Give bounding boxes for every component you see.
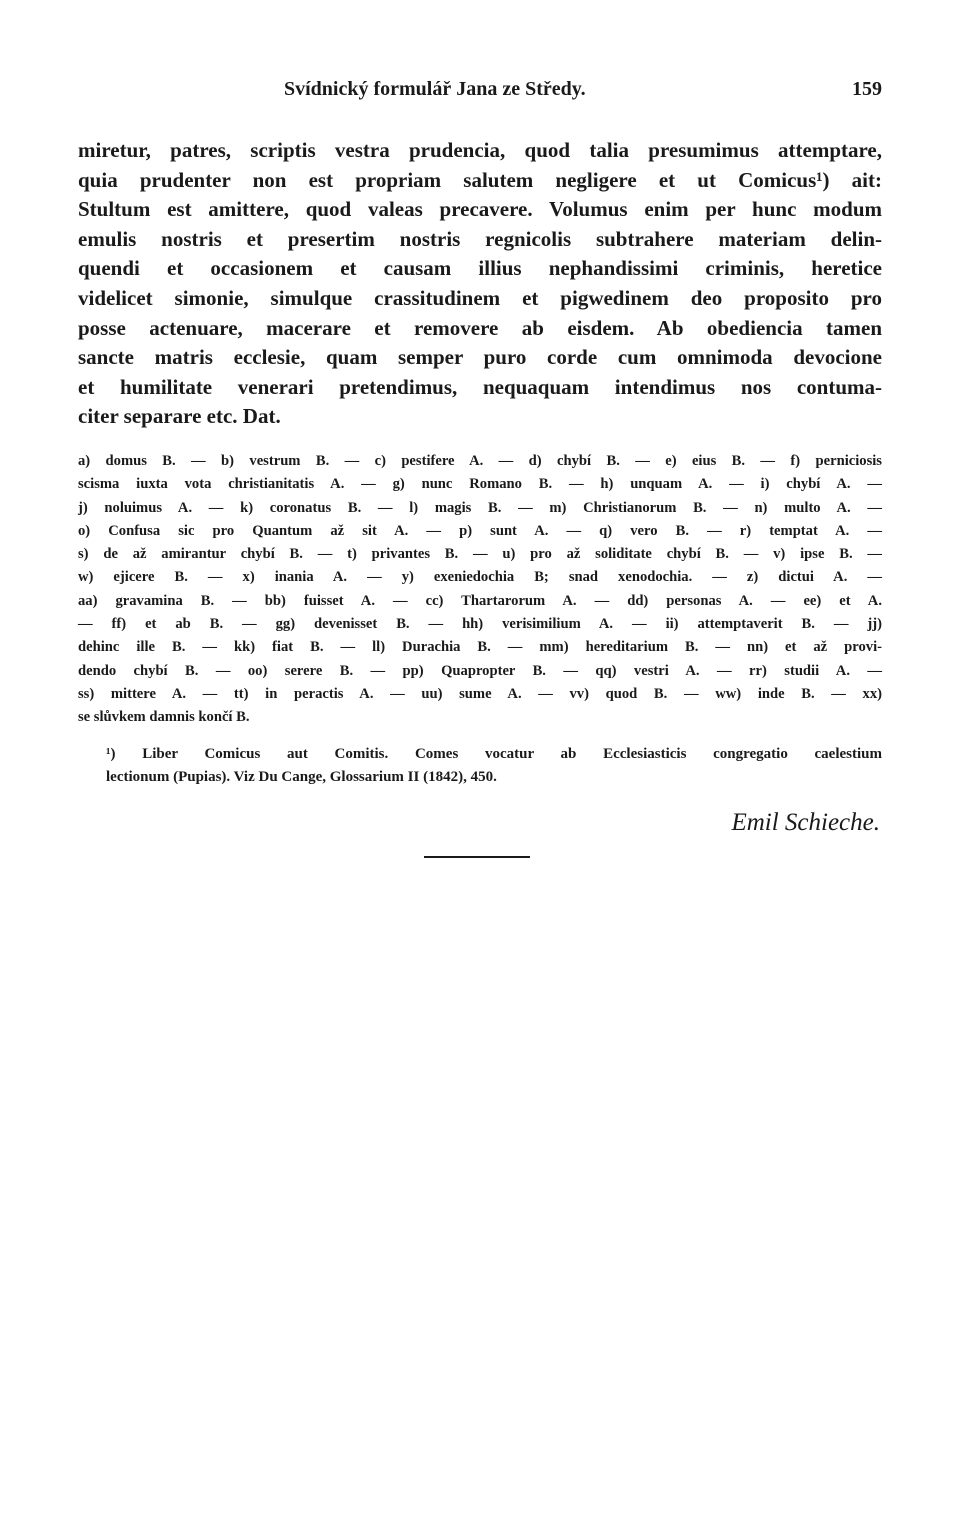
note-line: j) noluimus A. — k) coronatus B. — l) magis B. — m) Christianorum B. — n) multo A. — xyxy=(78,499,882,516)
footnote-line: lectionum (Pupias). Viz Du Cange, Glossarium II (1842), 450. xyxy=(106,768,497,785)
body-line: emulis nostris et presertim nostris regnicolis subtrahere materiam delin- xyxy=(78,226,882,251)
note-line: scisma iuxta vota christianitatis A. — g) nunc Romano B. — h) unquam A. — i) chybí A. — xyxy=(78,476,882,493)
note-line: dendo chybí B. — oo) serere B. — pp) Quapropter B. — qq) vestri A. — rr) studii A. — xyxy=(78,662,882,679)
body-line: posse actenuare, macerare et removere ab eisdem. Ab obediencia tamen xyxy=(78,315,882,340)
running-title: Svídnický formulář Jana ze Středy. xyxy=(284,78,586,100)
note-line: w) ejicere B. — x) inania A. — y) exeniedochia B; snad xenodochia. — z) dictui A. — xyxy=(78,569,882,586)
note-line: s) de až amirantur chybí B. — t) privantes B. — u) pro až soliditate chybí B. — v) ipse B. — xyxy=(78,546,882,563)
note-line: ss) mittere A. — tt) in peractis A. — uu) sume A. — vv) quod B. — ww) inde B. — xx) xyxy=(78,685,882,702)
page-number: 159 xyxy=(852,78,882,100)
body-line: et humilitate venerari pretendimus, nequaquam intendimus nos contuma- xyxy=(78,374,882,399)
body-line: Stultum est amittere, quod valeas precavere. Volumus enim per hunc modum xyxy=(78,197,882,222)
body-line: quia prudenter non est propriam salutem negligere et ut Comicus¹) ait: xyxy=(78,167,882,192)
note-line: aa) gravamina B. — bb) fuisset A. — cc) Thartarorum A. — dd) personas A. — ee) et A. xyxy=(78,592,882,609)
body-line: videlicet simonie, simulque crassitudinem et pigwedinem deo proposito pro xyxy=(78,285,882,310)
body-text xyxy=(78,136,882,432)
note-line: — ff) et ab B. — gg) devenisset B. — hh) verisimilium A. — ii) attemptaverit B. — jj) xyxy=(78,616,882,633)
note-line: se slůvkem damnis končí B. xyxy=(78,709,250,726)
page xyxy=(78,70,882,837)
closing-rule xyxy=(424,856,530,858)
footnote-line: ¹) Liber Comicus aut Comitis. Comes vocatur ab Ecclesiasticis congregatio caelestium xyxy=(106,745,882,762)
body-line: citer separare etc. Dat. xyxy=(78,404,281,429)
running-header xyxy=(78,70,882,110)
note-line: a) domus B. — b) vestrum B. — c) pestifere A. — d) chybí B. — e) eius B. — f) perniciosis xyxy=(78,452,882,469)
author-signature: Emil Schieche. xyxy=(731,808,880,836)
body-line: sancte matris ecclesie, quam semper puro corde cum omnimoda devocione xyxy=(78,345,882,370)
note-line: dehinc ille B. — kk) fiat B. — ll) Durachia B. — mm) hereditarium B. — nn) et až provi- xyxy=(78,639,882,656)
critical-apparatus xyxy=(78,450,882,730)
footnote xyxy=(78,743,882,789)
note-line: o) Confusa sic pro Quantum až sit A. — p) sunt A. — q) vero B. — r) temptat A. — xyxy=(78,522,882,539)
body-line: quendi et occasionem et causam illius nephandissimi criminis, heretice xyxy=(78,256,882,281)
body-line: miretur, patres, scriptis vestra prudencia, quod talia presumimus attemptare, xyxy=(78,138,882,162)
